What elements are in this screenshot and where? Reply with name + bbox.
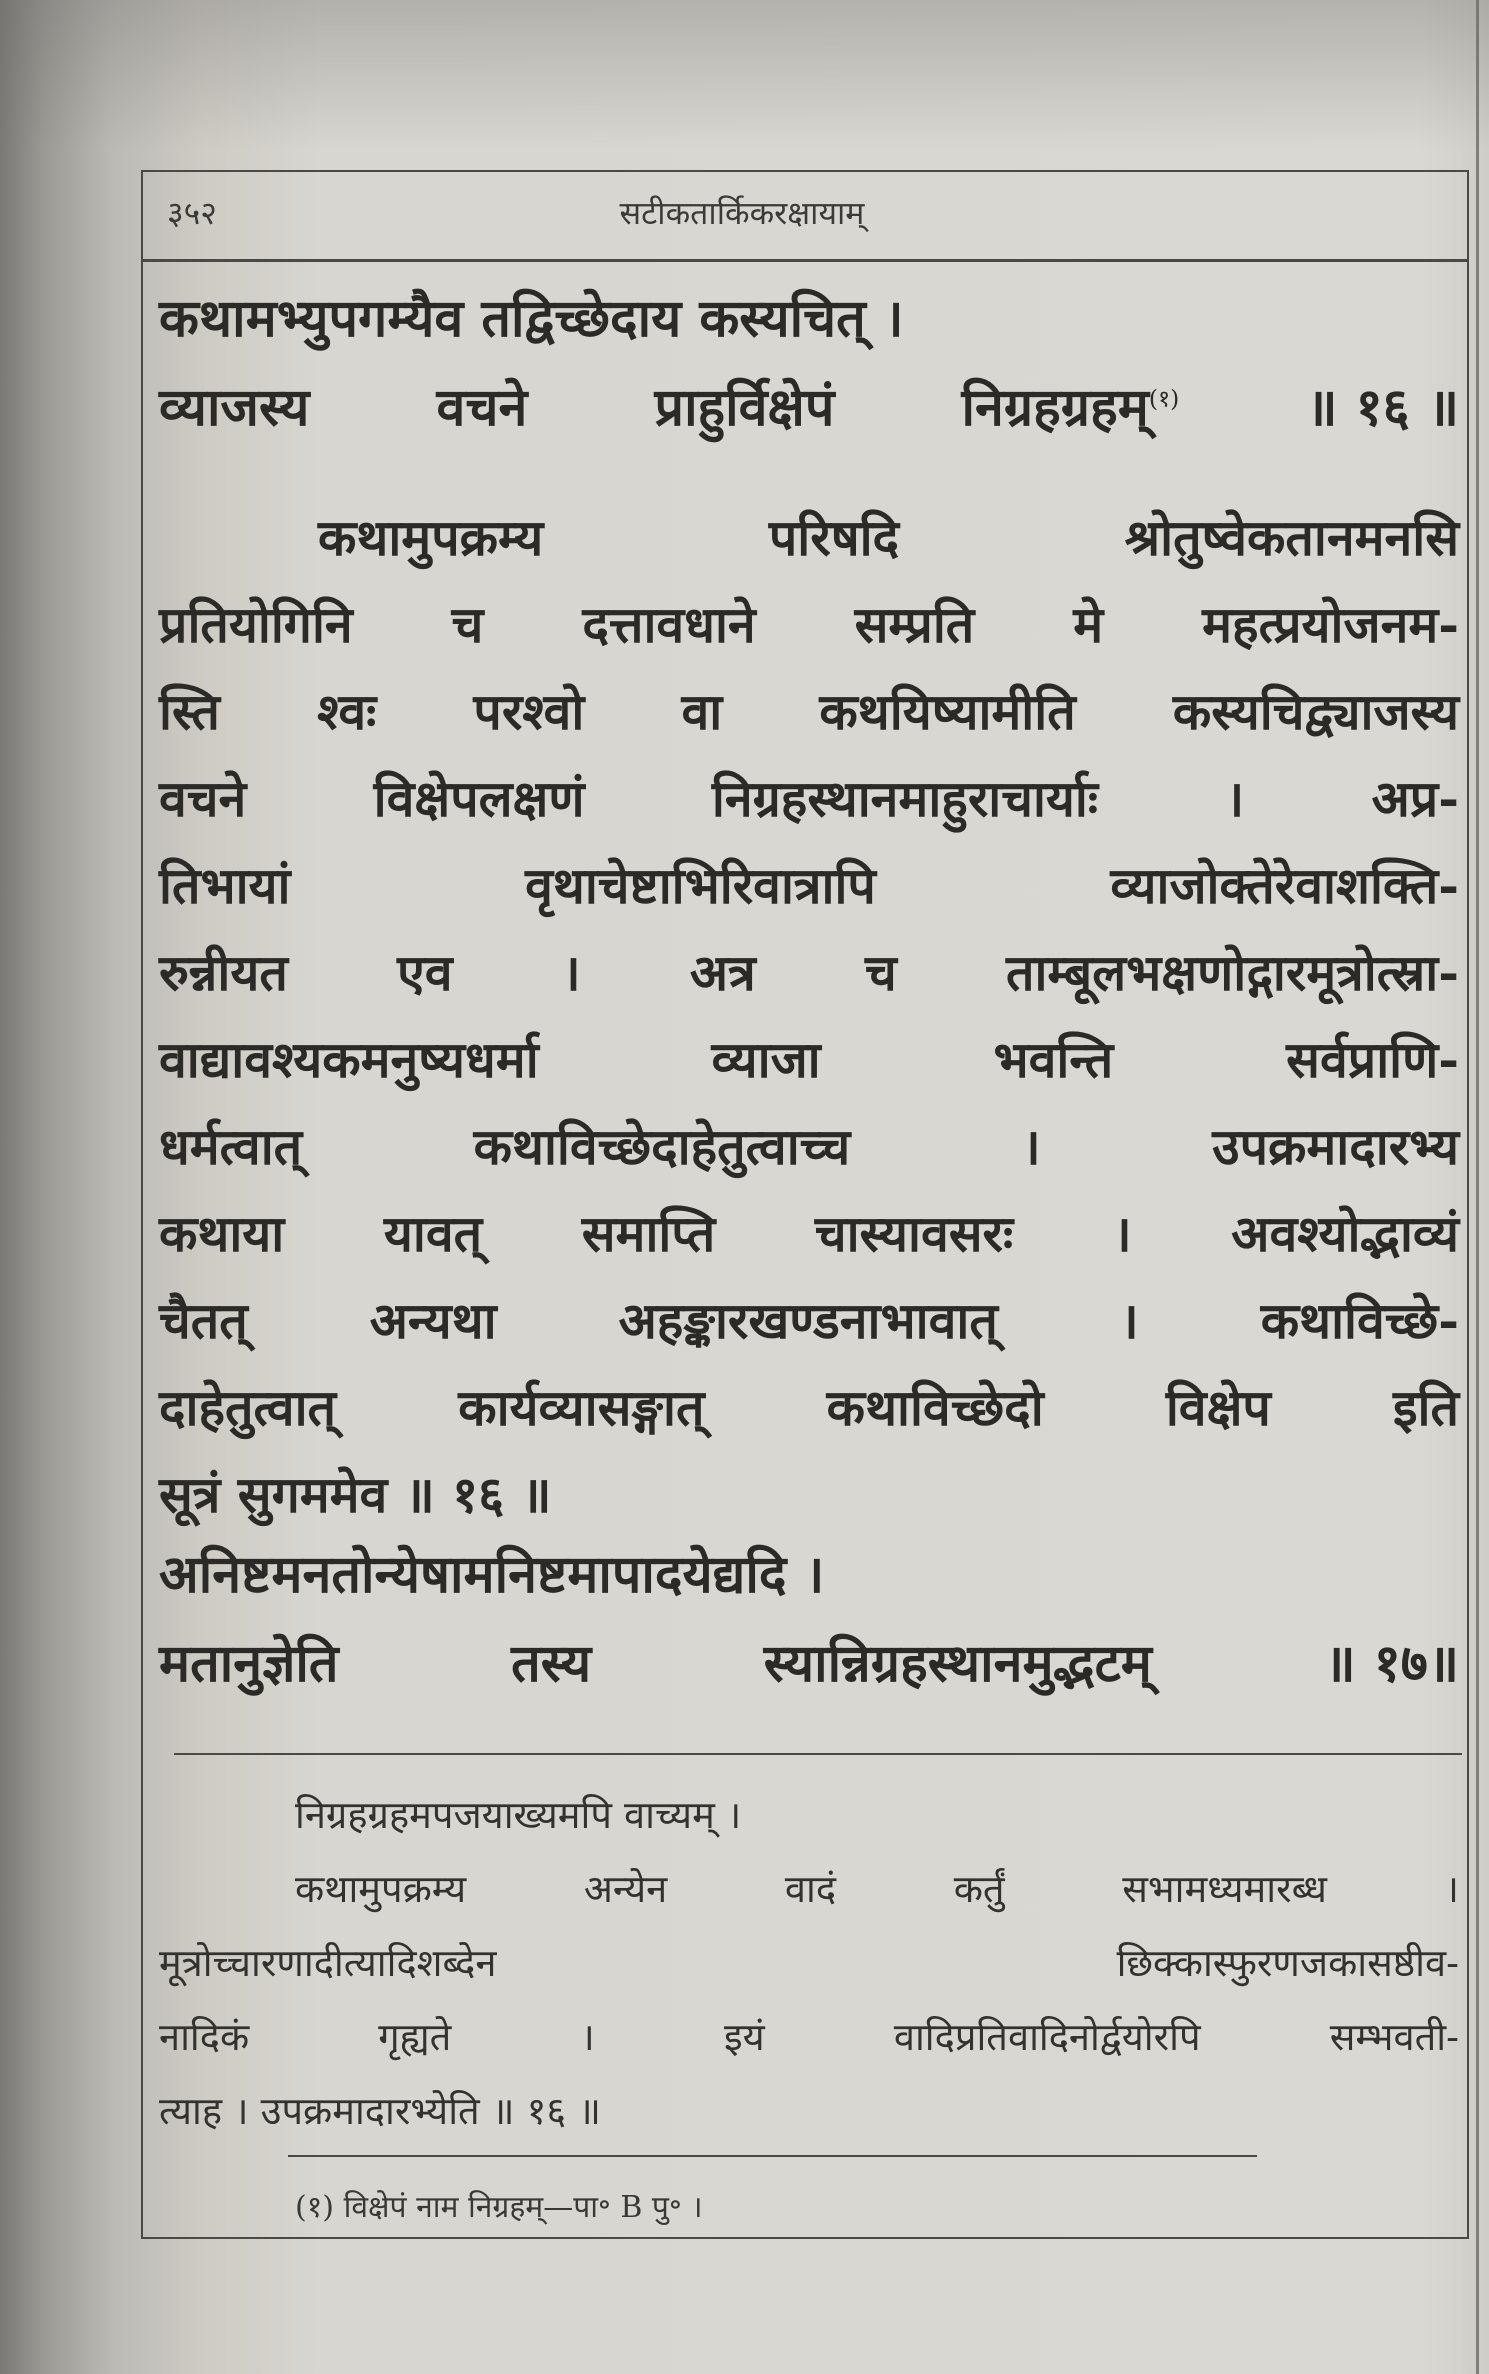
footnote-marker: (१) <box>295 2190 335 2225</box>
commentary-line-text: स्ति श्वः परश्वो वा कथयिष्यामीति कस्यचिद्व्याजस्य <box>159 682 1459 741</box>
footnote <box>295 2186 1445 2230</box>
commentary-line-text: तिभायां वृथाचेष्टाभिरिवात्रापि व्याजोक्तेरेवाशक्ति- <box>159 856 1459 915</box>
commentary-line <box>159 1016 1459 1103</box>
running-title: सटीकतार्किकरक्षायाम् <box>619 194 865 232</box>
sub-commentary-line-text: निग्रहग्रहमपजयाख्यमपि वाच्यम् । <box>295 1793 742 1837</box>
footnote-rule <box>288 2155 1257 2157</box>
commentary-line <box>159 1190 1459 1277</box>
commentary-line <box>159 581 1459 668</box>
verse-line-content <box>159 363 1459 452</box>
footnote-text: विक्षेपं नाम निग्रहम्—पा॰ B पु॰ । <box>343 2190 703 2225</box>
commentary-line-text: चैतत् अन्यथा अहङ्कारखण्डनाभावात् । कथाविच्छे- <box>159 1291 1459 1350</box>
verse-line-text: अनिष्टमनतोन्येषामनिष्टमापादयेद्यदि । <box>159 1544 825 1605</box>
commentary <box>159 494 1459 1538</box>
commentary-line-text: वाद्यावश्यकमनुष्यधर्मा व्याजा भवन्ति सर्वप्राणि- <box>159 1030 1459 1089</box>
verse-line <box>159 1619 1459 1708</box>
commentary-line-text: कथामुपक्रम्य परिषदि श्रोतुष्वेकतानमनसि <box>318 508 1459 567</box>
footnote-reference: (१) <box>1148 384 1180 413</box>
commentary-line-text: धर्मत्वात् कथाविच्छेदाहेतुत्वाच्च । उपक्रमादारभ्य <box>159 1117 1459 1176</box>
sub-commentary-line-text: त्याह । उपक्रमादारभ्येति ॥ १६ ॥ <box>159 2089 601 2133</box>
commentary-line-text: कथाया यावत् समाप्ति चास्यावसरः । अवश्योद्भाव्यं <box>159 1204 1459 1263</box>
commentary-line <box>159 1277 1459 1364</box>
commentary-line <box>159 1364 1459 1451</box>
commentary-line <box>159 494 1459 581</box>
verse-16 <box>159 274 1459 452</box>
sub-commentary-line <box>159 1926 1459 2000</box>
section-rule <box>174 1753 1462 1755</box>
commentary-line-text: वचने विक्षेपलक्षणं निग्रहस्थानमाहुराचार्याः । अप्र- <box>159 769 1459 828</box>
commentary-line <box>159 842 1459 929</box>
sub-commentary-line-text: कथामुपक्रम्य अन्येन वादं कर्तुं सभामध्यमारब्ध । <box>295 1867 1459 1911</box>
running-header <box>159 190 1459 236</box>
sub-commentary-line <box>159 1852 1459 1926</box>
verse-line <box>159 274 1459 363</box>
commentary-line <box>159 755 1459 842</box>
commentary-line <box>159 1451 1459 1538</box>
commentary-line-text: दाहेतुत्वात् कार्यव्यासङ्गात् कथाविच्छेदो विक्षेप इति <box>159 1378 1459 1437</box>
verse-17 <box>159 1530 1459 1708</box>
page-number: ३५२ <box>167 194 217 232</box>
page-edge-line <box>1476 0 1479 2374</box>
header-rule <box>141 259 1469 262</box>
verse-line-text: कथामभ्युपगम्यैव तद्विच्छेदाय कस्यचित् । <box>159 288 904 349</box>
commentary-line-text: रुन्नीयत एव । अत्र च ताम्बूलभक्षणोद्गारमूत्रोत्स्रा- <box>159 943 1459 1002</box>
verse-line <box>159 363 1459 452</box>
sub-commentary-line-text: मूत्रोच्चारणादीत्यादिशब्देन छिक्कास्फुरणजकासष्ठीव- <box>159 1941 1459 1985</box>
commentary-line <box>159 668 1459 755</box>
verse-line-text: व्याजस्य वचने प्राहुर्विक्षेपं निग्रहग्रहम् <box>159 377 1149 438</box>
verse-line-content <box>159 1619 1459 1708</box>
commentary-line-text: प्रतियोगिनि च दत्तावधाने सम्प्रति मे महत्प्रयोजनम- <box>159 595 1459 654</box>
commentary-line-text: सूत्रं सुगममेव ॥ १६ ॥ <box>159 1465 552 1524</box>
sub-commentary-line <box>159 2000 1459 2074</box>
sub-commentary <box>159 1778 1459 2148</box>
verse-line-text: मतानुज्ञेति तस्य स्यान्निग्रहस्थानमुद्भटम् <box>159 1633 1152 1694</box>
commentary-line <box>159 929 1459 1016</box>
sub-commentary-line-text: नादिकं गृह्यते । इयं वादिप्रतिवादिनोर्द्वयोरपि सम्भवती- <box>159 2015 1459 2059</box>
verse-line <box>159 1530 1459 1619</box>
verse-number: ॥ १६ ॥ <box>1306 377 1459 438</box>
verse-number: ॥ १७॥ <box>1324 1633 1459 1694</box>
sub-commentary-line <box>159 1778 1459 1852</box>
commentary-line <box>159 1103 1459 1190</box>
sub-commentary-line <box>159 2074 1459 2148</box>
